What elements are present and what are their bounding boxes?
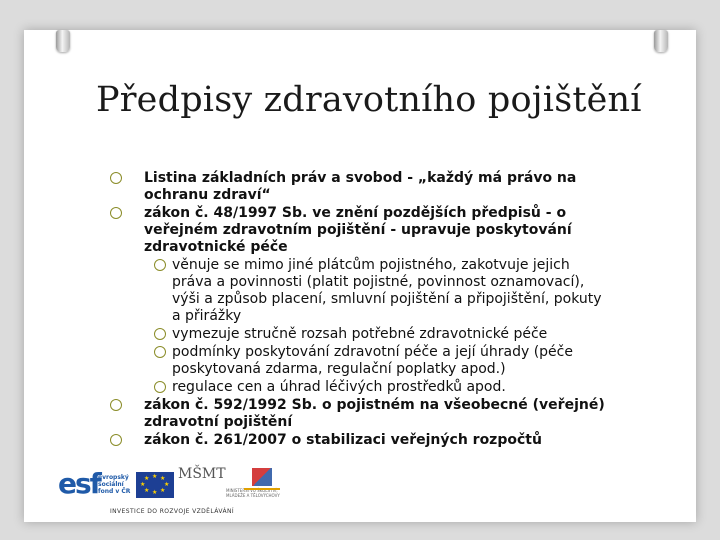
bullet-circle-icon (110, 172, 122, 184)
msmt-logo: MŠMT (178, 466, 226, 482)
list-item: Listina základních práv a svobod - „každý má právo na ochranu zdraví“ (110, 170, 610, 204)
bullet-circle-icon (154, 346, 166, 358)
esf-logo: esf (58, 467, 100, 500)
msmt-caption: MINISTERSTVO ŠKOLSTVÍ, MLÁDEŽE A TĚLOVÝCHOVY (226, 488, 280, 498)
bullet-list (110, 170, 610, 450)
bullet-circle-icon (154, 259, 166, 271)
list-item: zákon č. 261/2007 o stabilizaci veřejných rozpočtů (110, 432, 610, 449)
slide-title: Předpisy zdravotního pojištění (96, 80, 642, 120)
bullet-circle-icon (110, 207, 122, 219)
slogan-text: INVESTICE DO ROZVOJE VZDĚLÁVÁNÍ (110, 508, 235, 515)
list-item: zákon č. 592/1992 Sb. o pojistném na všeobecné (veřejné) zdravotní pojištění (110, 397, 610, 431)
bullet-circle-icon (154, 381, 166, 393)
bullet-circle-icon (154, 328, 166, 340)
footer-logos (58, 466, 288, 518)
list-item: vymezuje stručně rozsah potřebné zdravotnické péče (110, 326, 610, 343)
op-vk-logo-icon (244, 468, 280, 490)
bullet-circle-icon (110, 434, 122, 446)
list-item: podmínky poskytování zdravotní péče a její úhrady (péče poskytovaná zdarma, regulační poplatky apod.) (110, 344, 610, 378)
eu-flag-icon: ★ ★ ★ ★ ★ ★ ★ ★ (136, 472, 174, 498)
pushpin-icon (56, 30, 70, 52)
list-item: věnuje se mimo jiné plátcům pojistného, zakotvuje jejich práva a povinnosti (platit pojistné, povinnost oznamovací), výši a způsob placení, smluvní pojištění a připojištění, pokuty a přirážky (110, 257, 610, 325)
bullet-circle-icon (110, 399, 122, 411)
pushpin-icon (654, 30, 668, 52)
list-item: regulace cen a úhrad léčivých prostředků apod. (110, 379, 610, 396)
esf-caption: evropský sociální fond v ČR (98, 474, 131, 495)
list-item: zákon č. 48/1997 Sb. ve znění pozdějších předpisů - o veřejném zdravotním pojištění - upravuje poskytování zdravotnické péče (110, 205, 610, 256)
